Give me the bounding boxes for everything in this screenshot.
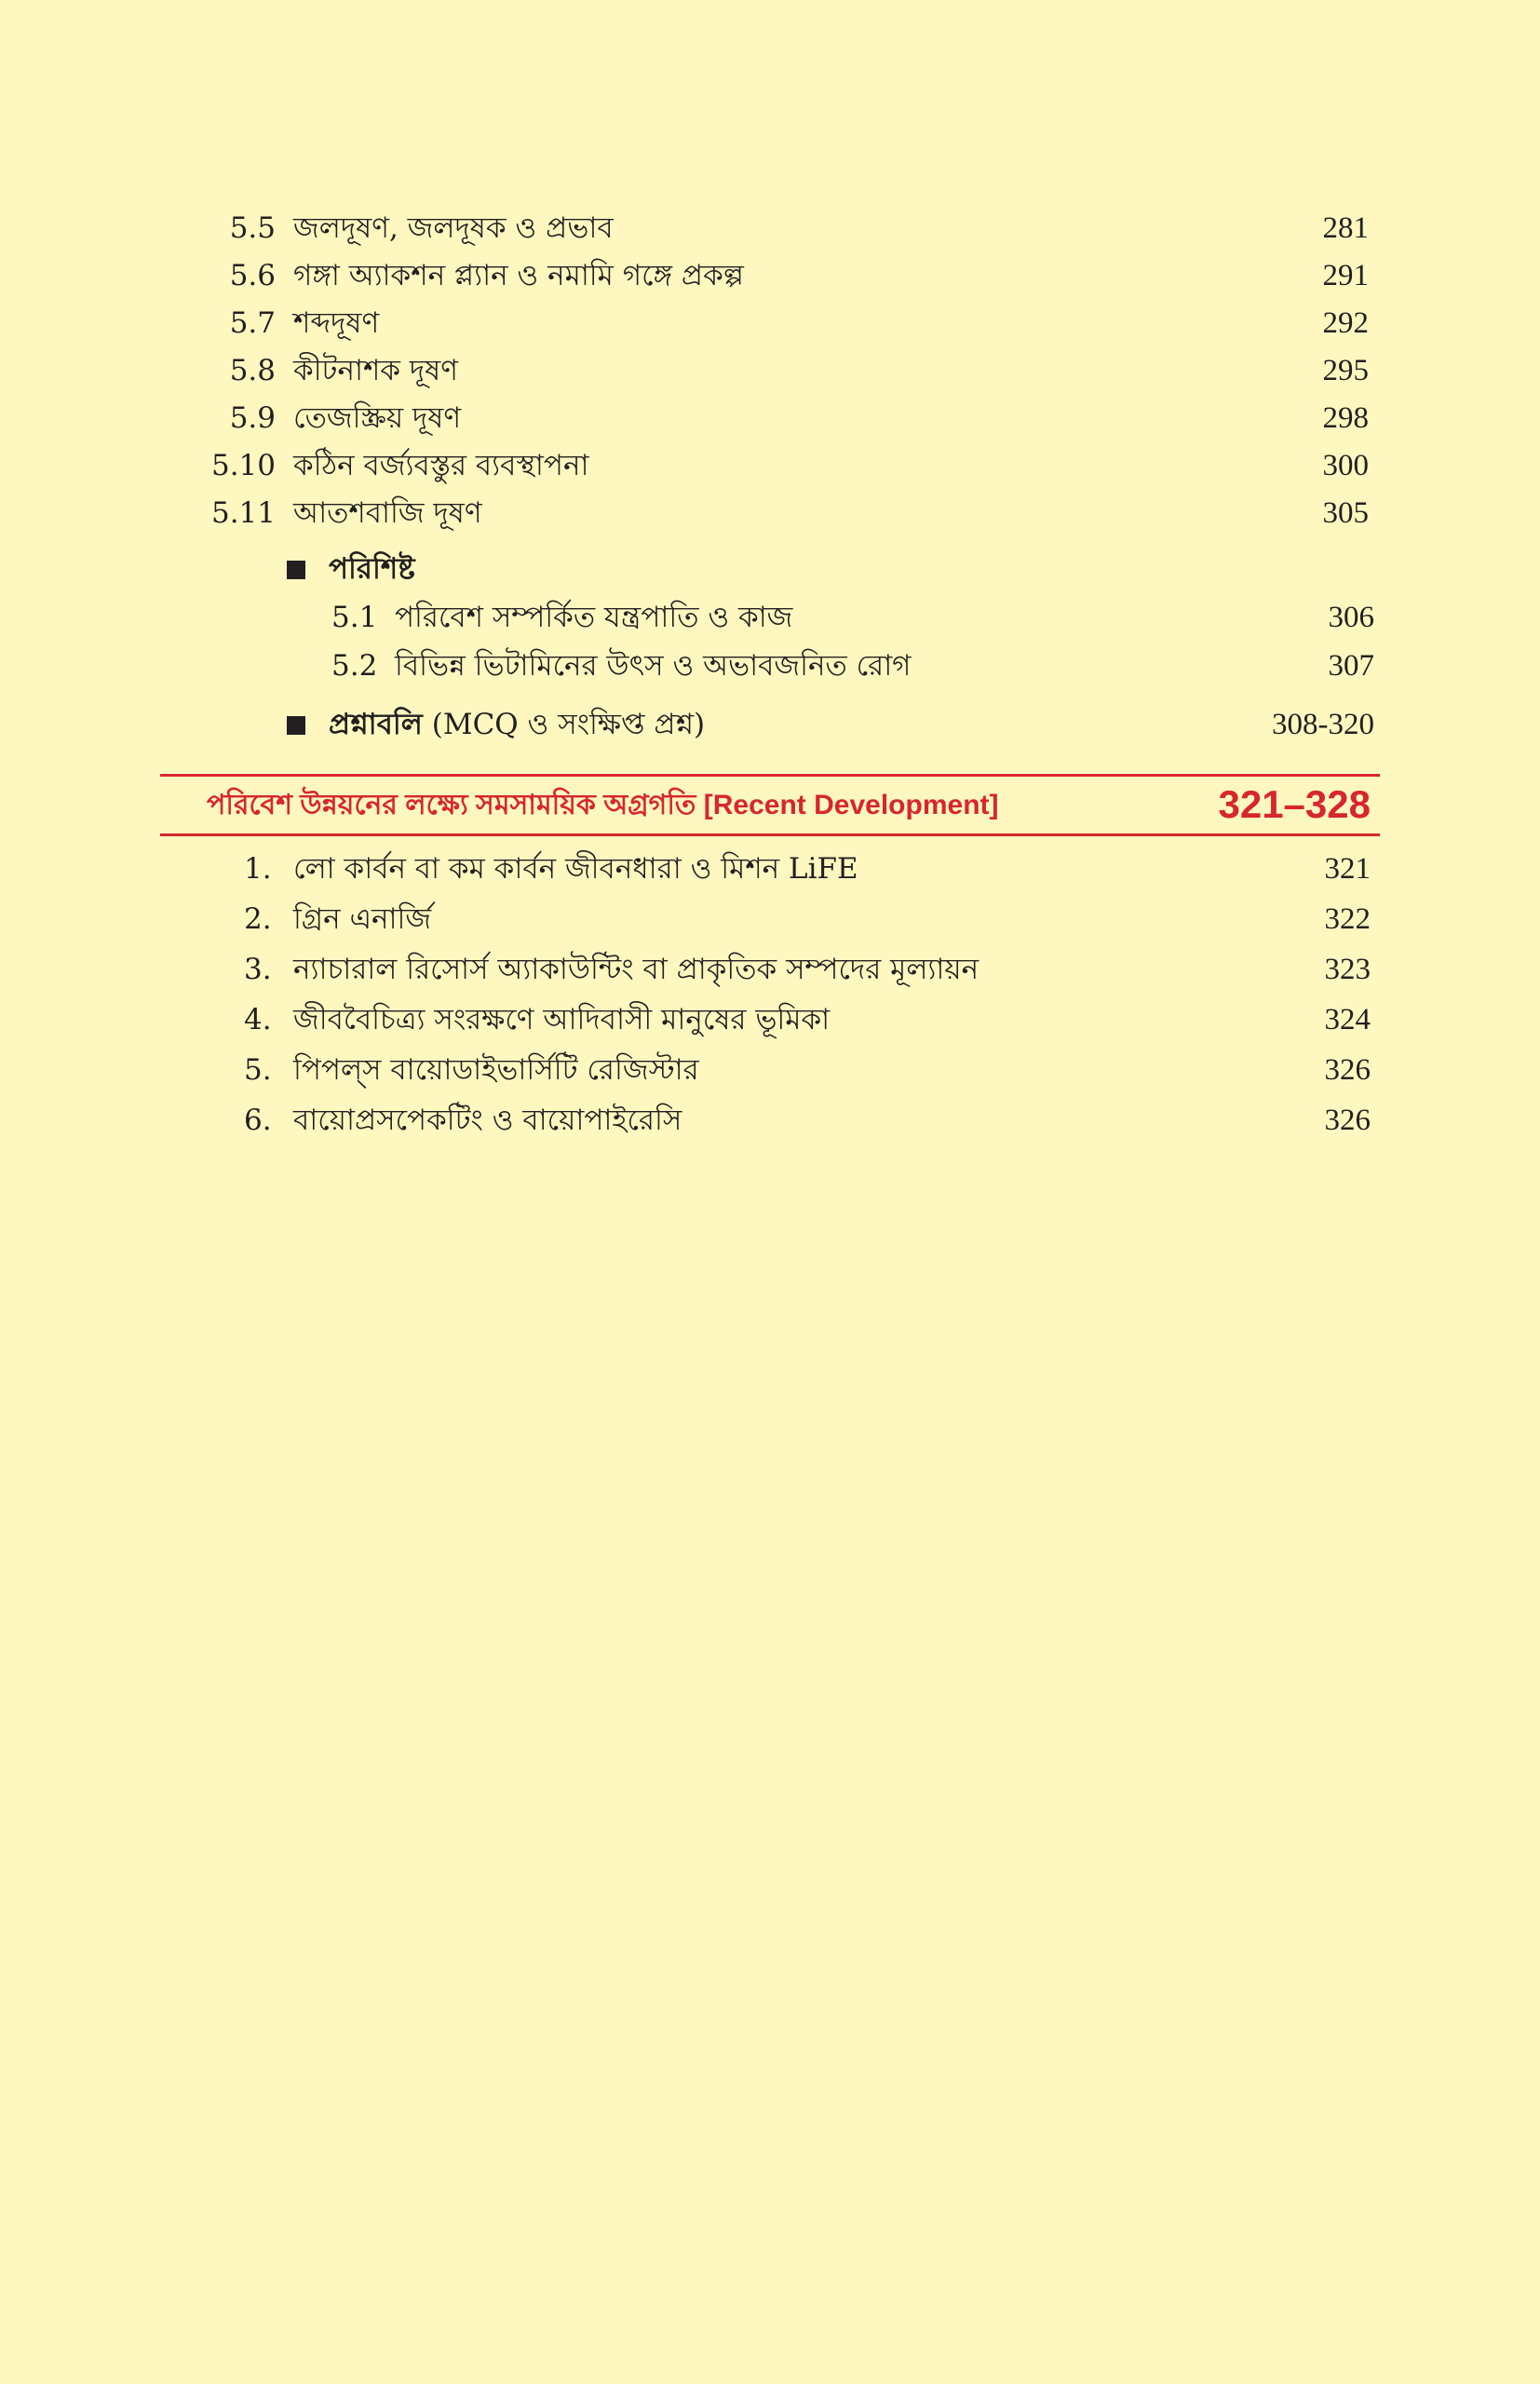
square-bullet-icon	[287, 716, 305, 735]
entry-page: 306	[1328, 601, 1374, 634]
entry-number: 5.6	[229, 259, 276, 292]
entry-title: গ্রিন এনার্জি	[293, 902, 432, 936]
entry-title: বায়োপ্রসপেকটিং ও বায়োপাইরেসি	[293, 1104, 682, 1137]
recent-development-title: পরিবেশ উন্নয়নের লক্ষ্যে সমসাময়িক অগ্রগতি [Recent Development]	[207, 790, 999, 820]
toc-entry-5-9	[186, 395, 1369, 441]
entry-page: 326	[1324, 1104, 1371, 1137]
entry-title: কঠিন বর্জ্যবস্তুর ব্যবস্থাপনা	[293, 449, 589, 482]
entry-page: 291	[1322, 259, 1369, 292]
questions-heading: প্রশ্নাবলি	[329, 708, 423, 741]
entry-page: 295	[1322, 354, 1369, 387]
toc-entry-5-10	[186, 442, 1369, 489]
toc-entry-5-6	[186, 252, 1369, 299]
entry-title: আতশবাজি দূষণ	[293, 496, 482, 530]
toc-entry-5-11	[186, 490, 1369, 536]
entry-number: 6.	[244, 1104, 272, 1137]
entry-number: 3.	[244, 953, 272, 986]
entry-number: 5.8	[229, 354, 276, 387]
entry-page: 324	[1324, 1003, 1371, 1036]
entry-number: 5.2	[331, 649, 378, 683]
entry-title: কীটনাশক দূষণ	[293, 354, 458, 387]
square-bullet-icon	[287, 561, 305, 579]
appendix-heading	[287, 546, 939, 592]
entry-title: শব্দদূষণ	[293, 306, 380, 340]
entry-page: 323	[1324, 953, 1371, 986]
toc-entry-5-8	[186, 347, 1369, 394]
entry-page: 307	[1328, 649, 1374, 683]
entry-page: 321	[1324, 852, 1371, 886]
recent-entry-4	[244, 996, 1371, 1043]
entry-number: 5.5	[229, 211, 276, 245]
entry-title: বিভিন্ন ভিটামিনের উৎস ও অভাবজনিত রোগ	[395, 649, 912, 683]
questions-entry	[287, 701, 1374, 748]
entry-title: পিপল্‌স বায়োডাইভার্সিটি রেজিস্টার	[293, 1053, 699, 1087]
recent-entry-6	[244, 1097, 1371, 1144]
appendix-entry-5-2	[331, 643, 1374, 689]
entry-number: 5.10	[210, 449, 276, 482]
entry-page: 322	[1324, 902, 1371, 936]
toc-entry-5-5	[186, 205, 1369, 251]
entry-number: 5.	[244, 1053, 272, 1087]
entry-number: 1.	[244, 852, 272, 886]
entry-number: 5.7	[229, 306, 276, 340]
appendix-heading-text: পরিশিষ্ট	[329, 552, 415, 586]
entry-page: 281	[1322, 211, 1369, 245]
recent-entry-3	[244, 946, 1371, 993]
entry-page: 305	[1322, 496, 1369, 530]
entry-page: 300	[1322, 449, 1369, 482]
questions-pages: 308-320	[1272, 708, 1374, 741]
entry-title: গঙ্গা অ্যাকশন প্ল্যান ও নমামি গঙ্গে প্রকল্প	[293, 259, 744, 292]
entry-number: 5.11	[210, 496, 276, 530]
entry-title: লো কার্বন বা কম কার্বন জীবনধারা ও মিশন LiFE	[293, 852, 858, 886]
entry-number: 4.	[244, 1003, 272, 1036]
entry-number: 5.9	[229, 401, 276, 435]
entry-page: 298	[1322, 401, 1369, 435]
toc-entry-5-7	[186, 300, 1369, 346]
banner-bottom-rule	[160, 833, 1380, 836]
entry-title: পরিবেশ সম্পর্কিত যন্ত্রপাতি ও কাজ	[395, 601, 793, 634]
entry-number: 2.	[244, 902, 272, 936]
entry-title: ন্যাচারাল রিসোর্স অ্যাকাউন্টিং বা প্রাকৃতিক সম্পদের মূল্যায়ন	[293, 953, 979, 986]
recent-entry-1	[244, 846, 1371, 892]
entry-number: 5.1	[331, 601, 378, 634]
entry-title: জীববৈচিত্র্য সংরক্ষণে আদিবাসী মানুষের ভূমিকা	[293, 1003, 831, 1036]
recent-entry-5	[244, 1047, 1371, 1093]
questions-note: (MCQ ও সংক্ষিপ্ত প্রশ্ন)	[431, 708, 706, 741]
appendix-entry-5-1	[331, 594, 1374, 641]
entry-title: জলদূষণ, জলদূষক ও প্রভাব	[293, 211, 614, 245]
banner-top-rule	[160, 774, 1380, 777]
recent-entry-2	[244, 896, 1371, 942]
entry-page: 292	[1322, 306, 1369, 340]
entry-page: 326	[1324, 1053, 1371, 1087]
entry-title: তেজস্ক্রিয় দূষণ	[293, 401, 462, 435]
recent-development-pages: 321–328	[1218, 782, 1371, 826]
